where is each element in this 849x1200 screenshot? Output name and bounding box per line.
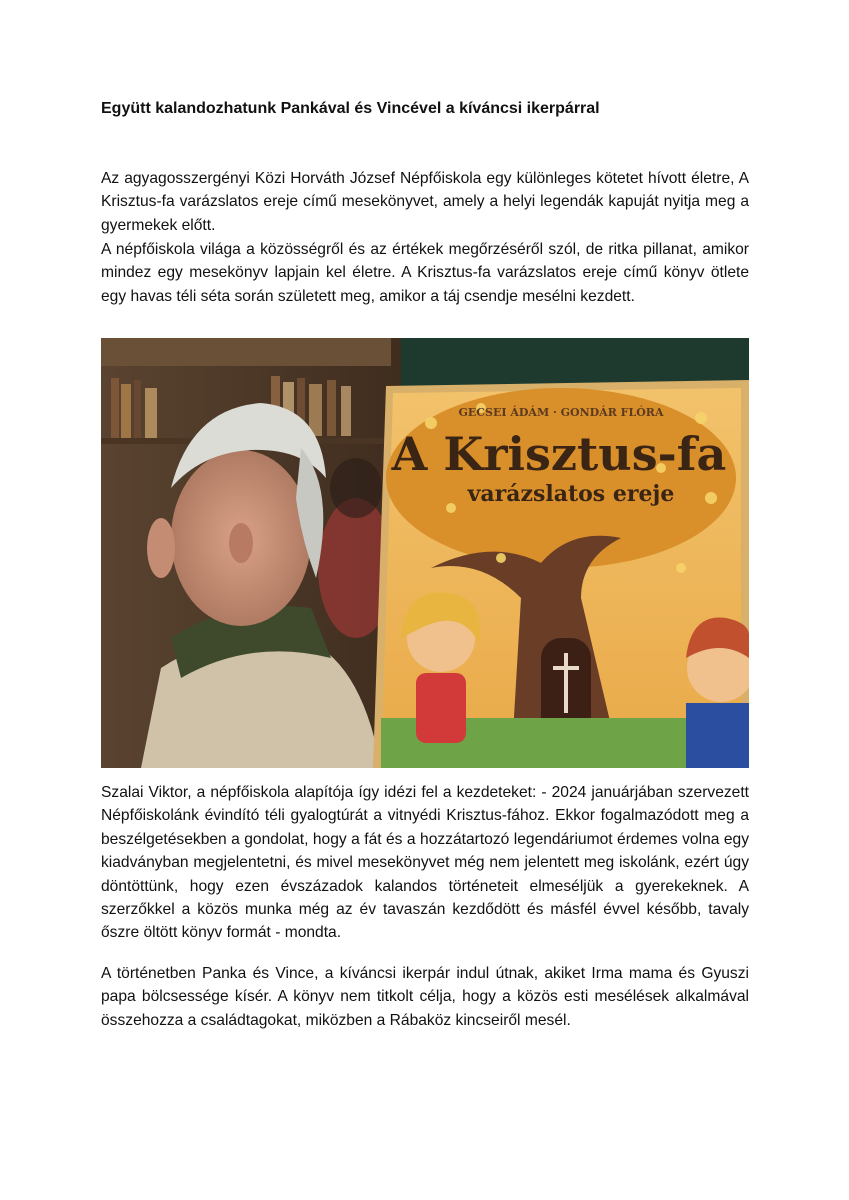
- paragraph-quote: Szalai Viktor, a népfőiskola alapítója így idézi fel a kezdeteket: - 2024 januárjában szervezett Népfőiskolánk évindító téli gyalogtúrát a vitnyédi Krisztus-fához. Ekkor fogalmazódott meg a beszélgetésekben a gondolat, hogy a fát és a hozzátartozó legendáriumot érdemes volna egy kiadványban megjelentetni, és mivel mesekönyvet még nem jelentett meg iskolánk, ezért úgy döntöttünk, hogy ezen évszázadok kalandos történeteit elmeséljük a gyerekeknek. A szerzőkkel a közös munka még az év tavaszán kezdődött és másfél évvel később, tavaly őszre öltött könyv formát - mondta.: [101, 784, 749, 942]
- article-title: Együtt kalandozhatunk Pankával és Vincével a kíváncsi ikerpárral: [101, 100, 600, 117]
- book-authors: GECSEI ÁDÁM · GONDÁR FLÓRA: [458, 406, 664, 419]
- book-title-line2: varázslatos ereje: [467, 481, 675, 507]
- paragraph-story: A történetben Panka és Vince, a kíváncsi ikerpár indul útnak, akiket Irma mama és Gyuszi papa bölcsessége kísér. A könyv nem titkolt célja, hogy a közös esti mesélések alkalmával összehozza a családtagokat, miközben a Rábaköz kincseiről mesél.: [101, 965, 749, 1029]
- article-photo: [101, 338, 749, 768]
- book-title-line1: A Krisztus-fa: [391, 427, 727, 481]
- paragraph-intro: Az agyagosszergényi Közi Horváth József Népfőiskola egy különleges kötetet hívott életre, A Krisztus-fa varázslatos ereje című mesekönyvet, amely a helyi legendák kapuját nyitja meg a gyermekek előtt.: [101, 170, 749, 234]
- paragraph-context: A népfőiskola világa a közösségről és az értékek megőrzéséről szól, de ritka pillanat, amikor mindez egy mesekönyv lapjain kel életre. A Krisztus-fa varázslatos ereje című könyv ötlete egy havas téli séta során született meg, amikor a táj csendje mesélni kezdett.: [101, 241, 749, 305]
